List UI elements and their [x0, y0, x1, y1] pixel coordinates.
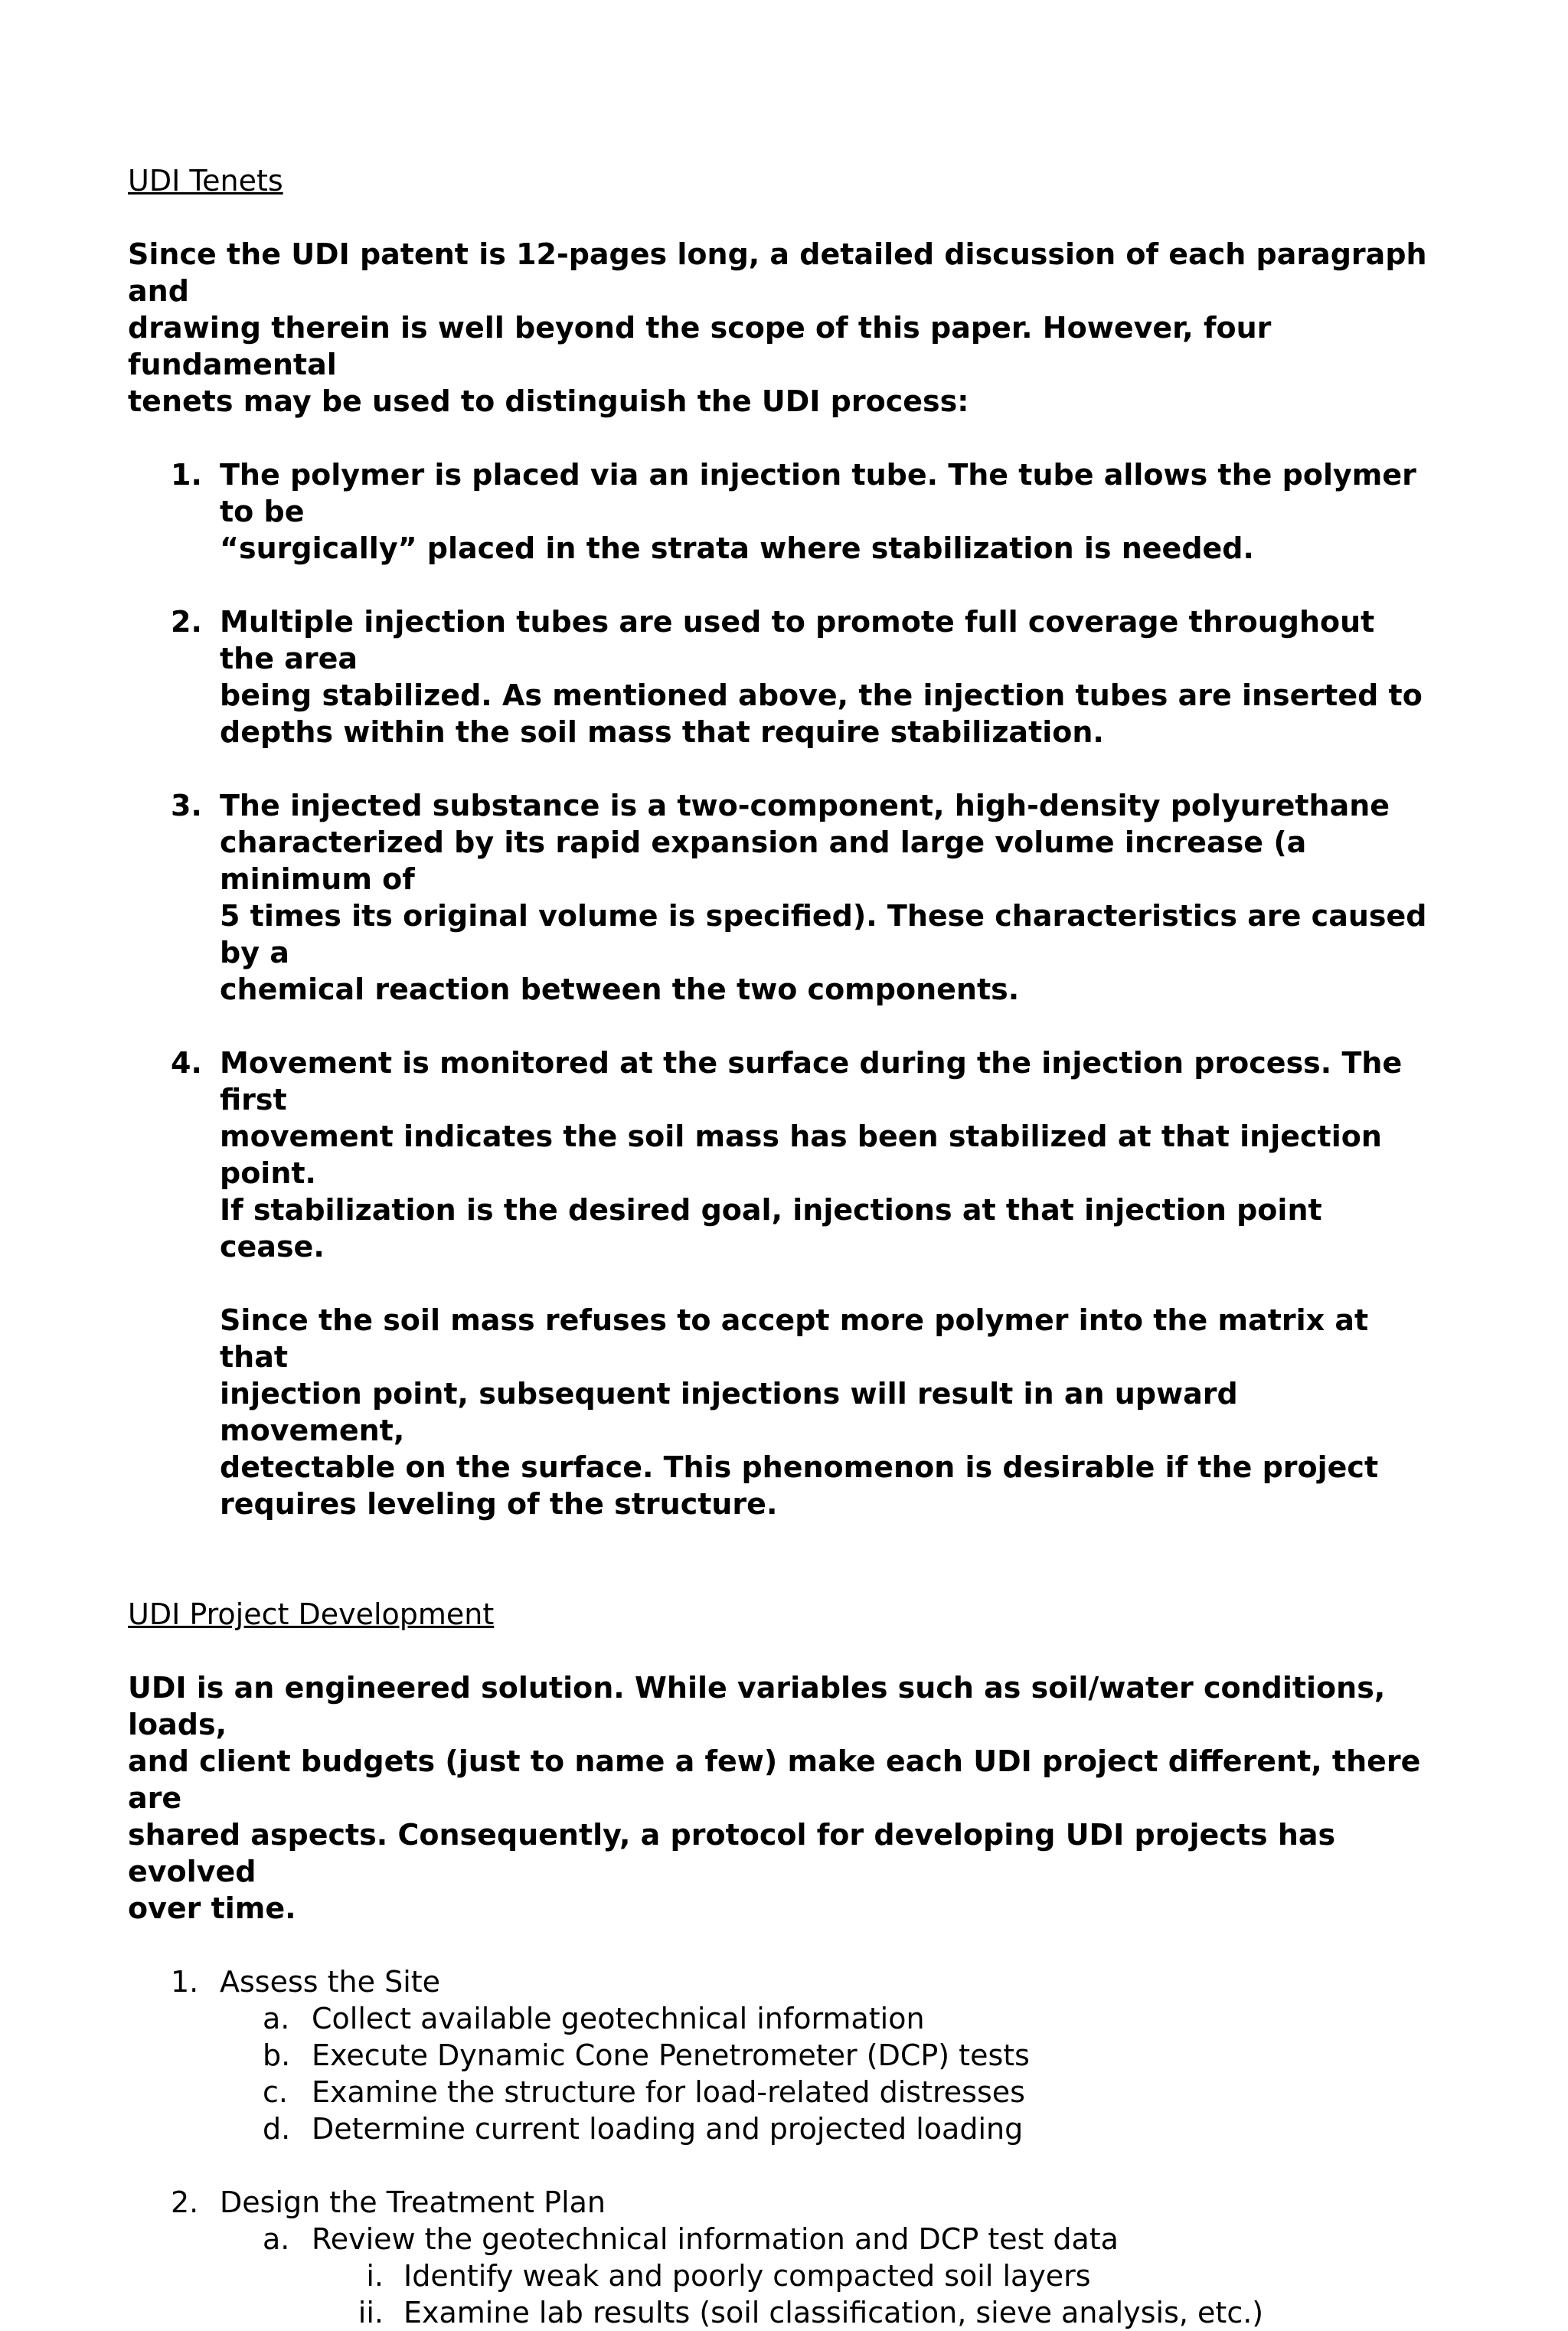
text-line: movement indicates the soil mass has been stabilized at that injection point. [220, 1120, 1382, 1190]
list-item [128, 603, 1429, 750]
text-line: shared aspects. Consequently, a protocol for developing UDI projects has evolved [128, 1818, 1336, 1888]
text-line: “surgically” placed in the strata where stabilization is needed. [220, 531, 1254, 565]
text-line: being stabilized. As mentioned above, the injection tubes are inserted to [220, 678, 1423, 712]
text-line: chemical reaction between the two components. [220, 973, 1020, 1006]
list-item-label: Assess the Site [220, 1965, 441, 1999]
list-item [128, 1045, 1429, 1522]
sub-list-item [128, 2110, 1429, 2147]
list-letter: a. [263, 2002, 290, 2035]
list-item-label: Collect available geotechnical information [312, 2002, 925, 2035]
sub-list-item [128, 2037, 1429, 2074]
intro-paragraph [128, 1669, 1429, 1927]
list-number: 3. [171, 789, 202, 822]
sub-list-item [128, 2074, 1429, 2110]
list-item-label: Review the geotechnical information and DCP test data [312, 2222, 1119, 2256]
list-number: 1. [171, 458, 202, 492]
text-line: If stabilization is the desired goal, injections at that injection point cease. [220, 1193, 1322, 1264]
list-item [128, 1963, 1429, 2000]
list-roman: i. [366, 2259, 384, 2293]
list-item [128, 456, 1429, 567]
text-line: Since the soil mass refuses to accept more polymer into the matrix at that [220, 1303, 1369, 1374]
list-letter: d. [263, 2112, 291, 2146]
text-line: over time. [128, 1891, 296, 1925]
list-item-label: Design the Treatment Plan [220, 2186, 606, 2219]
section-heading-udi-project-development: UDI Project Development [128, 1597, 495, 1631]
list-item-label: Determine current loading and projected loading [312, 2112, 1024, 2146]
list-number: 2. [171, 2186, 199, 2219]
list-item-label: Identify weak and poorly compacted soil layers [403, 2259, 1091, 2293]
list-number: 1. [171, 1965, 199, 1999]
text-line: The polymer is placed via an injection tube. The tube allows the polymer to be [220, 458, 1416, 528]
text-line: injection point, subsequent injections will result in an upward movement, [220, 1377, 1238, 1447]
sub-sub-list-item [128, 2294, 1429, 2331]
list-letter: b. [263, 2038, 291, 2072]
sub-list-item [128, 2221, 1429, 2257]
document-page [128, 162, 1429, 2331]
text-line: tenets may be used to distinguish the UDI process: [128, 384, 969, 418]
text-line: and client budgets (just to name a few) make each UDI project different, there are [128, 1744, 1421, 1815]
text-line: Since the UDI patent is 12-pages long, a detailed discussion of each paragraph and [128, 237, 1427, 308]
text-line: requires leveling of the structure. [220, 1487, 778, 1521]
list-item-label: Execute Dynamic Cone Penetrometer (DCP) tests [312, 2038, 1030, 2072]
list-item [128, 787, 1429, 1008]
section-heading-udi-tenets: UDI Tenets [128, 164, 283, 198]
text-line: 5 times its original volume is specified). These characteristics are caused by a [220, 899, 1427, 969]
text-line: detectable on the surface. This phenomenon is desirable if the project [220, 1450, 1379, 1484]
list-number: 4. [171, 1046, 202, 1080]
list-number: 2. [171, 605, 202, 639]
list-item-label: Examine lab results (soil classification, sieve analysis, etc.) [403, 2296, 1264, 2329]
text-line: characterized by its rapid expansion and large volume increase (a minimum of [220, 825, 1307, 896]
sub-sub-list-item [128, 2257, 1429, 2294]
text-line: Movement is monitored at the surface during the injection process. The first [220, 1046, 1403, 1116]
protocol-list [128, 1963, 1429, 2331]
text-line: depths within the soil mass that require stabilization. [220, 715, 1104, 749]
text-line: The injected substance is a two-component, high-density polyurethane [220, 789, 1390, 822]
list-item [128, 2184, 1429, 2221]
tenets-list [128, 456, 1429, 1522]
text-line: drawing therein is well beyond the scope of this paper. However, four fundamental [128, 311, 1272, 381]
list-item-label: Examine the structure for load-related distresses [312, 2075, 1025, 2109]
sub-list-item [128, 2000, 1429, 2037]
list-letter: a. [263, 2222, 290, 2256]
list-roman: ii. [358, 2296, 384, 2329]
text-line: Multiple injection tubes are used to promote full coverage throughout the area [220, 605, 1375, 675]
text-line: UDI is an engineered solution. While variables such as soil/water conditions, loads, [128, 1671, 1386, 1741]
list-letter: c. [263, 2075, 288, 2109]
intro-paragraph [128, 236, 1429, 420]
